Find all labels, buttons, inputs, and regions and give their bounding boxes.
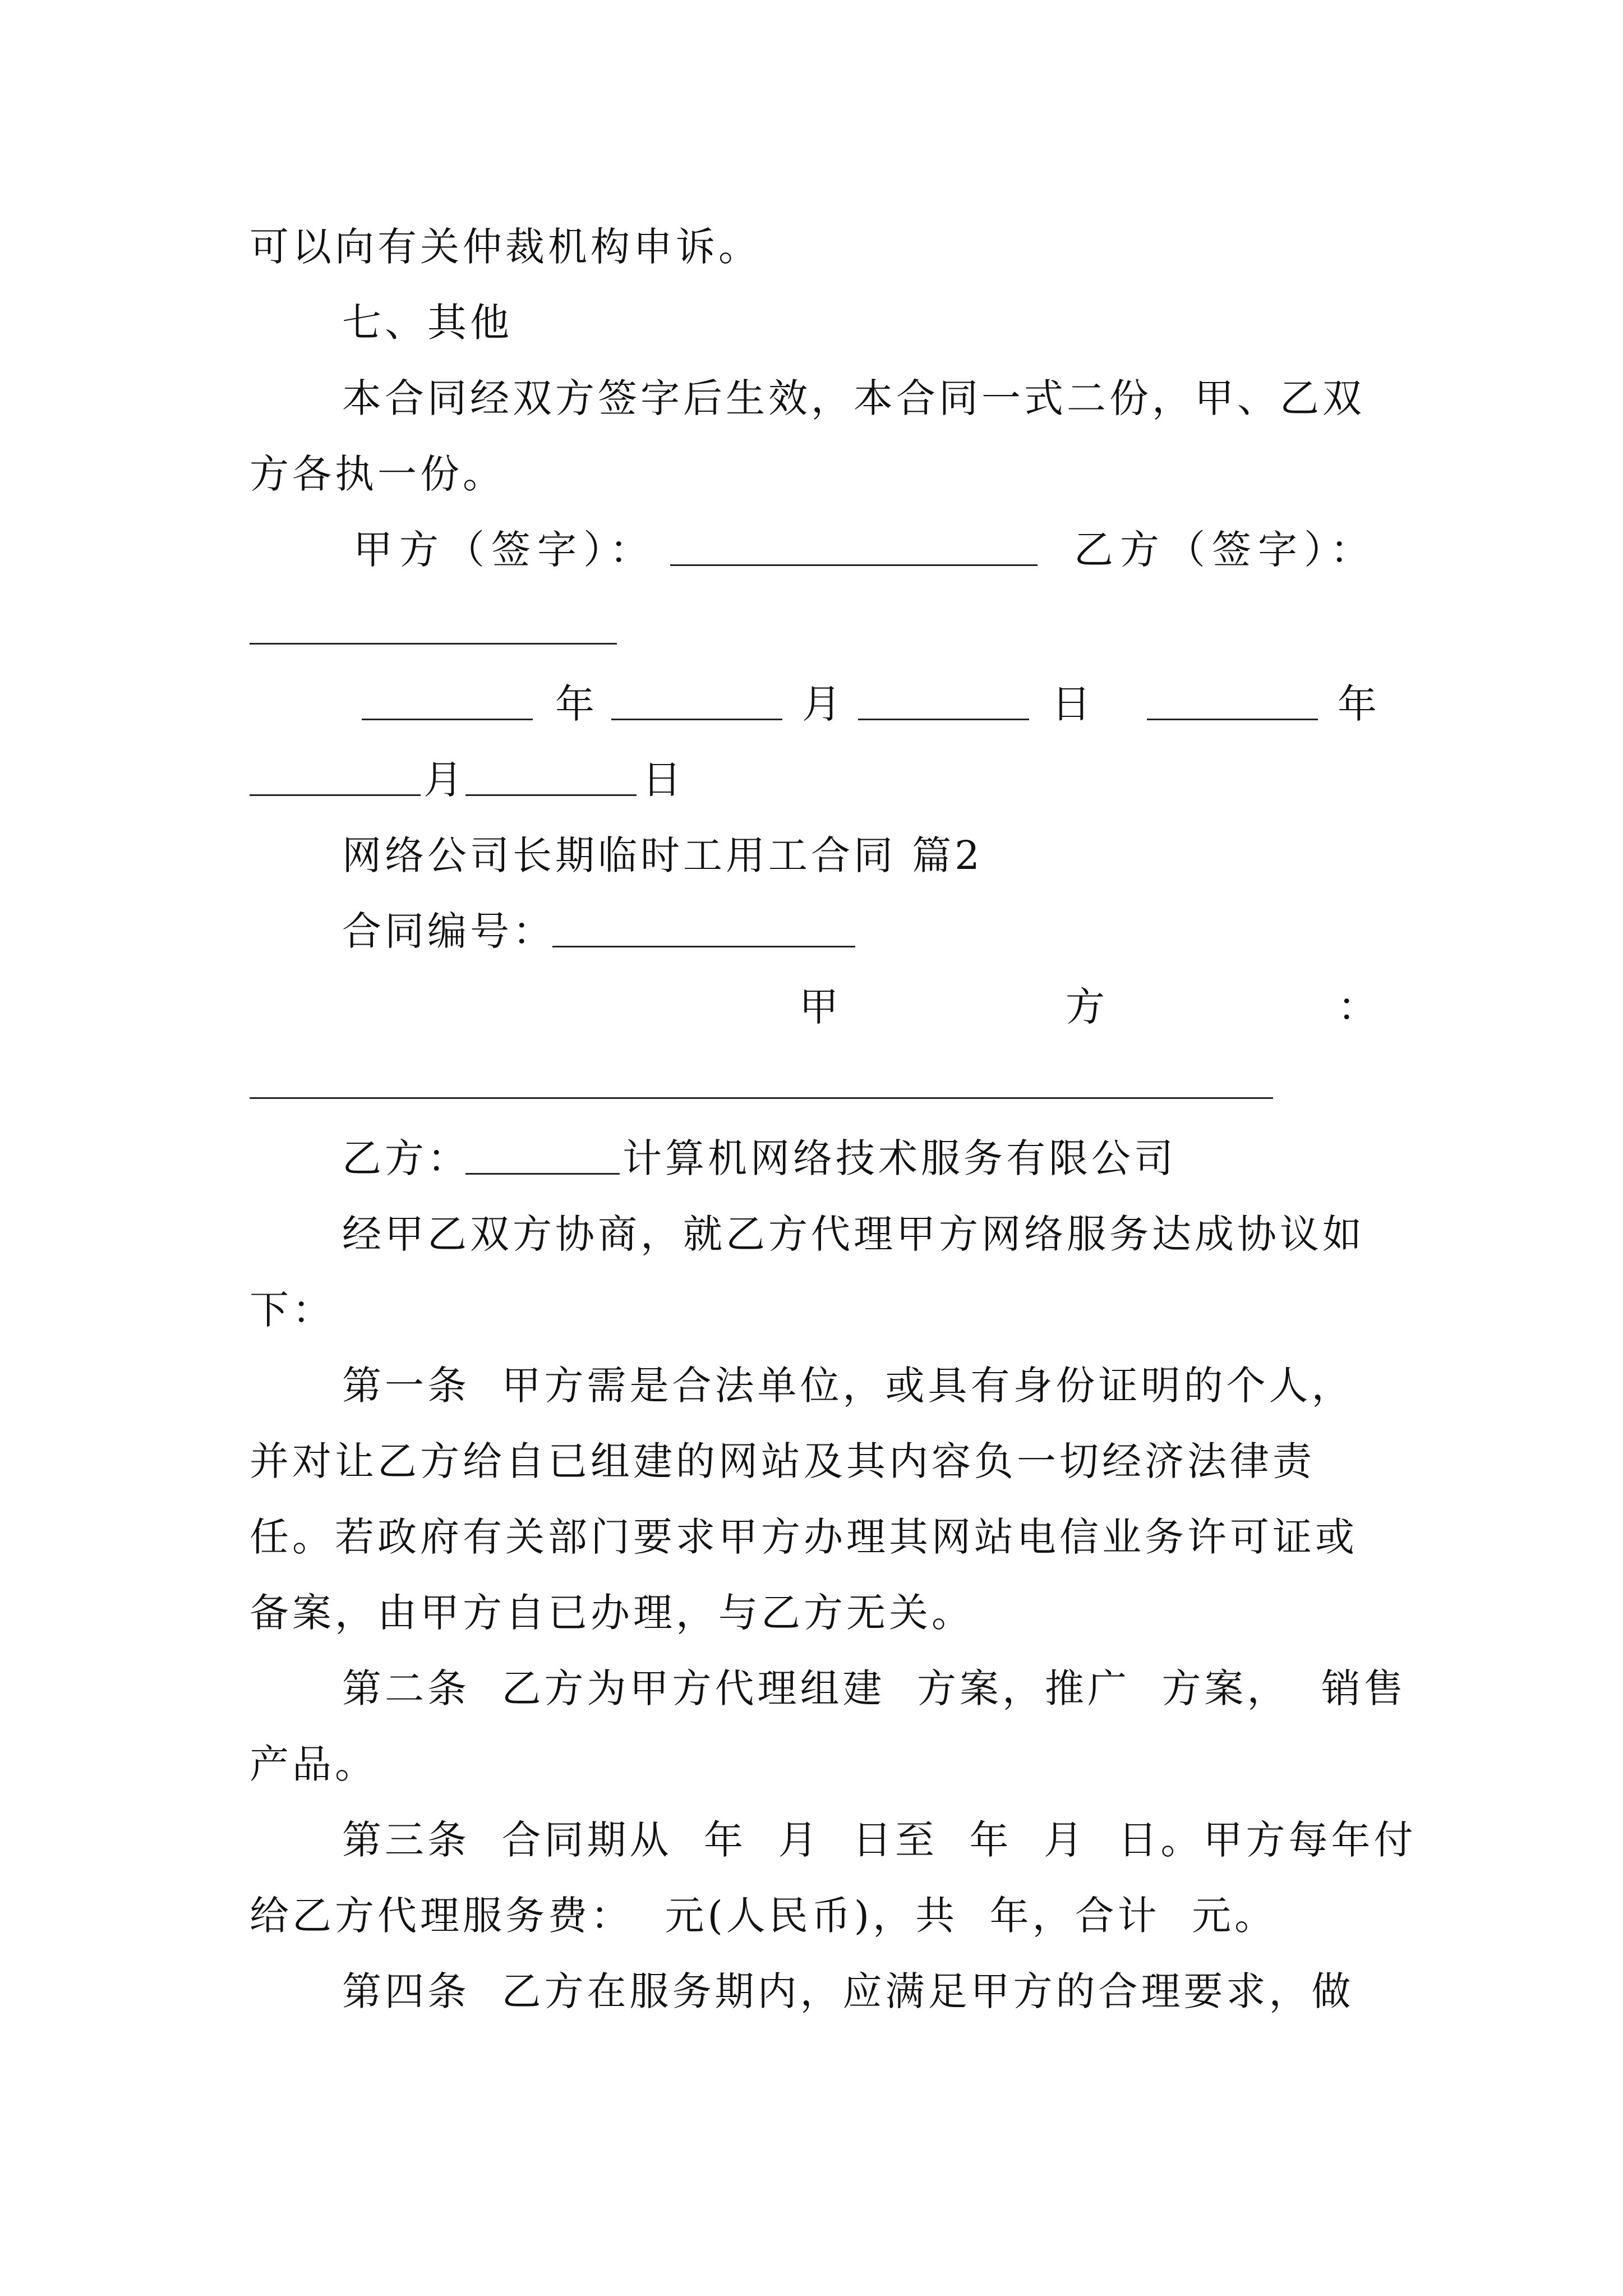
text-line <box>0 1739 1623 1789</box>
text-line <box>0 1588 1623 1638</box>
party-b-company <box>623 1133 1177 1184</box>
text: 产品。 <box>250 1741 377 1787</box>
text: 并对让乙方给自已组建的网站及其内容负一切经济法律责 <box>250 1438 1315 1484</box>
contract-number-label <box>342 906 555 956</box>
party-a-label-colon <box>1338 982 1377 1032</box>
month-label <box>423 754 463 805</box>
document-title <box>0 830 1623 881</box>
text: 第二条 乙方为甲方代理组建 方案，推广 方案， 销售 <box>342 1665 1407 1711</box>
year-label <box>1338 679 1377 729</box>
text-line <box>0 1890 1623 1941</box>
party-a-month-field[interactable] <box>611 682 782 720</box>
party-a-day-field[interactable] <box>858 682 1029 720</box>
text-line <box>0 1512 1623 1562</box>
article-3 <box>0 1815 1623 1865</box>
party-b-signature-label <box>1074 524 1376 575</box>
party-a-signature-field[interactable] <box>670 527 1038 566</box>
article-1 <box>0 1360 1623 1411</box>
text: 本合同经双方签字后生效，本合同一式二份，甲、乙双 <box>342 375 1365 421</box>
month-label <box>802 679 841 729</box>
text-line <box>0 222 1623 272</box>
text: 甲方（签字）： <box>353 527 656 573</box>
text: 乙方（签字）： <box>1074 527 1376 573</box>
text: 乙方： <box>342 1135 470 1181</box>
text-line <box>0 1285 1623 1335</box>
text-line <box>0 373 1623 424</box>
party-b-month-field[interactable] <box>250 757 421 796</box>
text: 年 <box>1338 681 1377 727</box>
text: 给乙方代理服务费： 元(人民币)，共 年，合计 元。 <box>250 1893 1278 1939</box>
text: 可以向有关仲裁机构申诉。 <box>250 224 761 270</box>
text: 网络公司长期临时工用工合同 篇2 <box>342 832 983 878</box>
party-b-year-field[interactable] <box>1147 682 1318 720</box>
text: 第四条 乙方在服务期内，应满足甲方的合理要求，做 <box>342 1968 1354 2014</box>
text: 第三条 合同期从 年 月 日至 年 月 日。甲方每年付 <box>342 1817 1417 1863</box>
text: 月 <box>802 681 841 727</box>
section-heading <box>0 297 1623 348</box>
day-label <box>642 754 681 805</box>
text-line <box>0 1209 1623 1259</box>
article-4 <box>0 1966 1623 2017</box>
text: 甲 <box>799 984 838 1030</box>
text: 七、其他 <box>342 300 513 346</box>
text: 月 <box>423 757 463 803</box>
text: 方 <box>1066 984 1105 1030</box>
text: 备案，由甲方自已办理，与乙方无关。 <box>250 1590 974 1636</box>
year-label <box>555 679 594 729</box>
party-b-day-field[interactable] <box>465 757 637 796</box>
party-a-label-char <box>1066 982 1105 1032</box>
text: 年 <box>555 681 594 727</box>
text-line <box>0 1436 1623 1487</box>
text: 经甲乙双方协商，就乙方代理甲方网络服务达成协议如 <box>342 1211 1365 1257</box>
text: 日 <box>642 757 681 803</box>
text: 合同编号： <box>342 908 555 954</box>
article-2 <box>0 1663 1623 1714</box>
text: 任。若政府有关部门要求甲方办理其网站电信业务许可证或 <box>250 1514 1358 1560</box>
text: 日 <box>1052 681 1091 727</box>
party-b-label <box>342 1133 470 1184</box>
party-a-signature-label <box>353 524 656 575</box>
text-line <box>0 449 1623 499</box>
text: 计算机网络技术服务有限公司 <box>623 1135 1177 1181</box>
party-b-signature-field[interactable] <box>250 606 617 645</box>
text: 方各执一份。 <box>250 451 505 497</box>
text: 第一条 甲方需是合法单位，或具有身份证明的个人， <box>342 1363 1354 1409</box>
day-label <box>1052 679 1091 729</box>
text: ： <box>1338 984 1377 1030</box>
party-a-name-field[interactable] <box>250 1060 1273 1099</box>
party-a-year-field[interactable] <box>362 682 533 720</box>
text: 下： <box>250 1287 335 1333</box>
party-b-name-field[interactable] <box>465 1136 620 1175</box>
contract-number-field[interactable] <box>552 909 855 947</box>
party-a-label-char <box>799 982 838 1032</box>
